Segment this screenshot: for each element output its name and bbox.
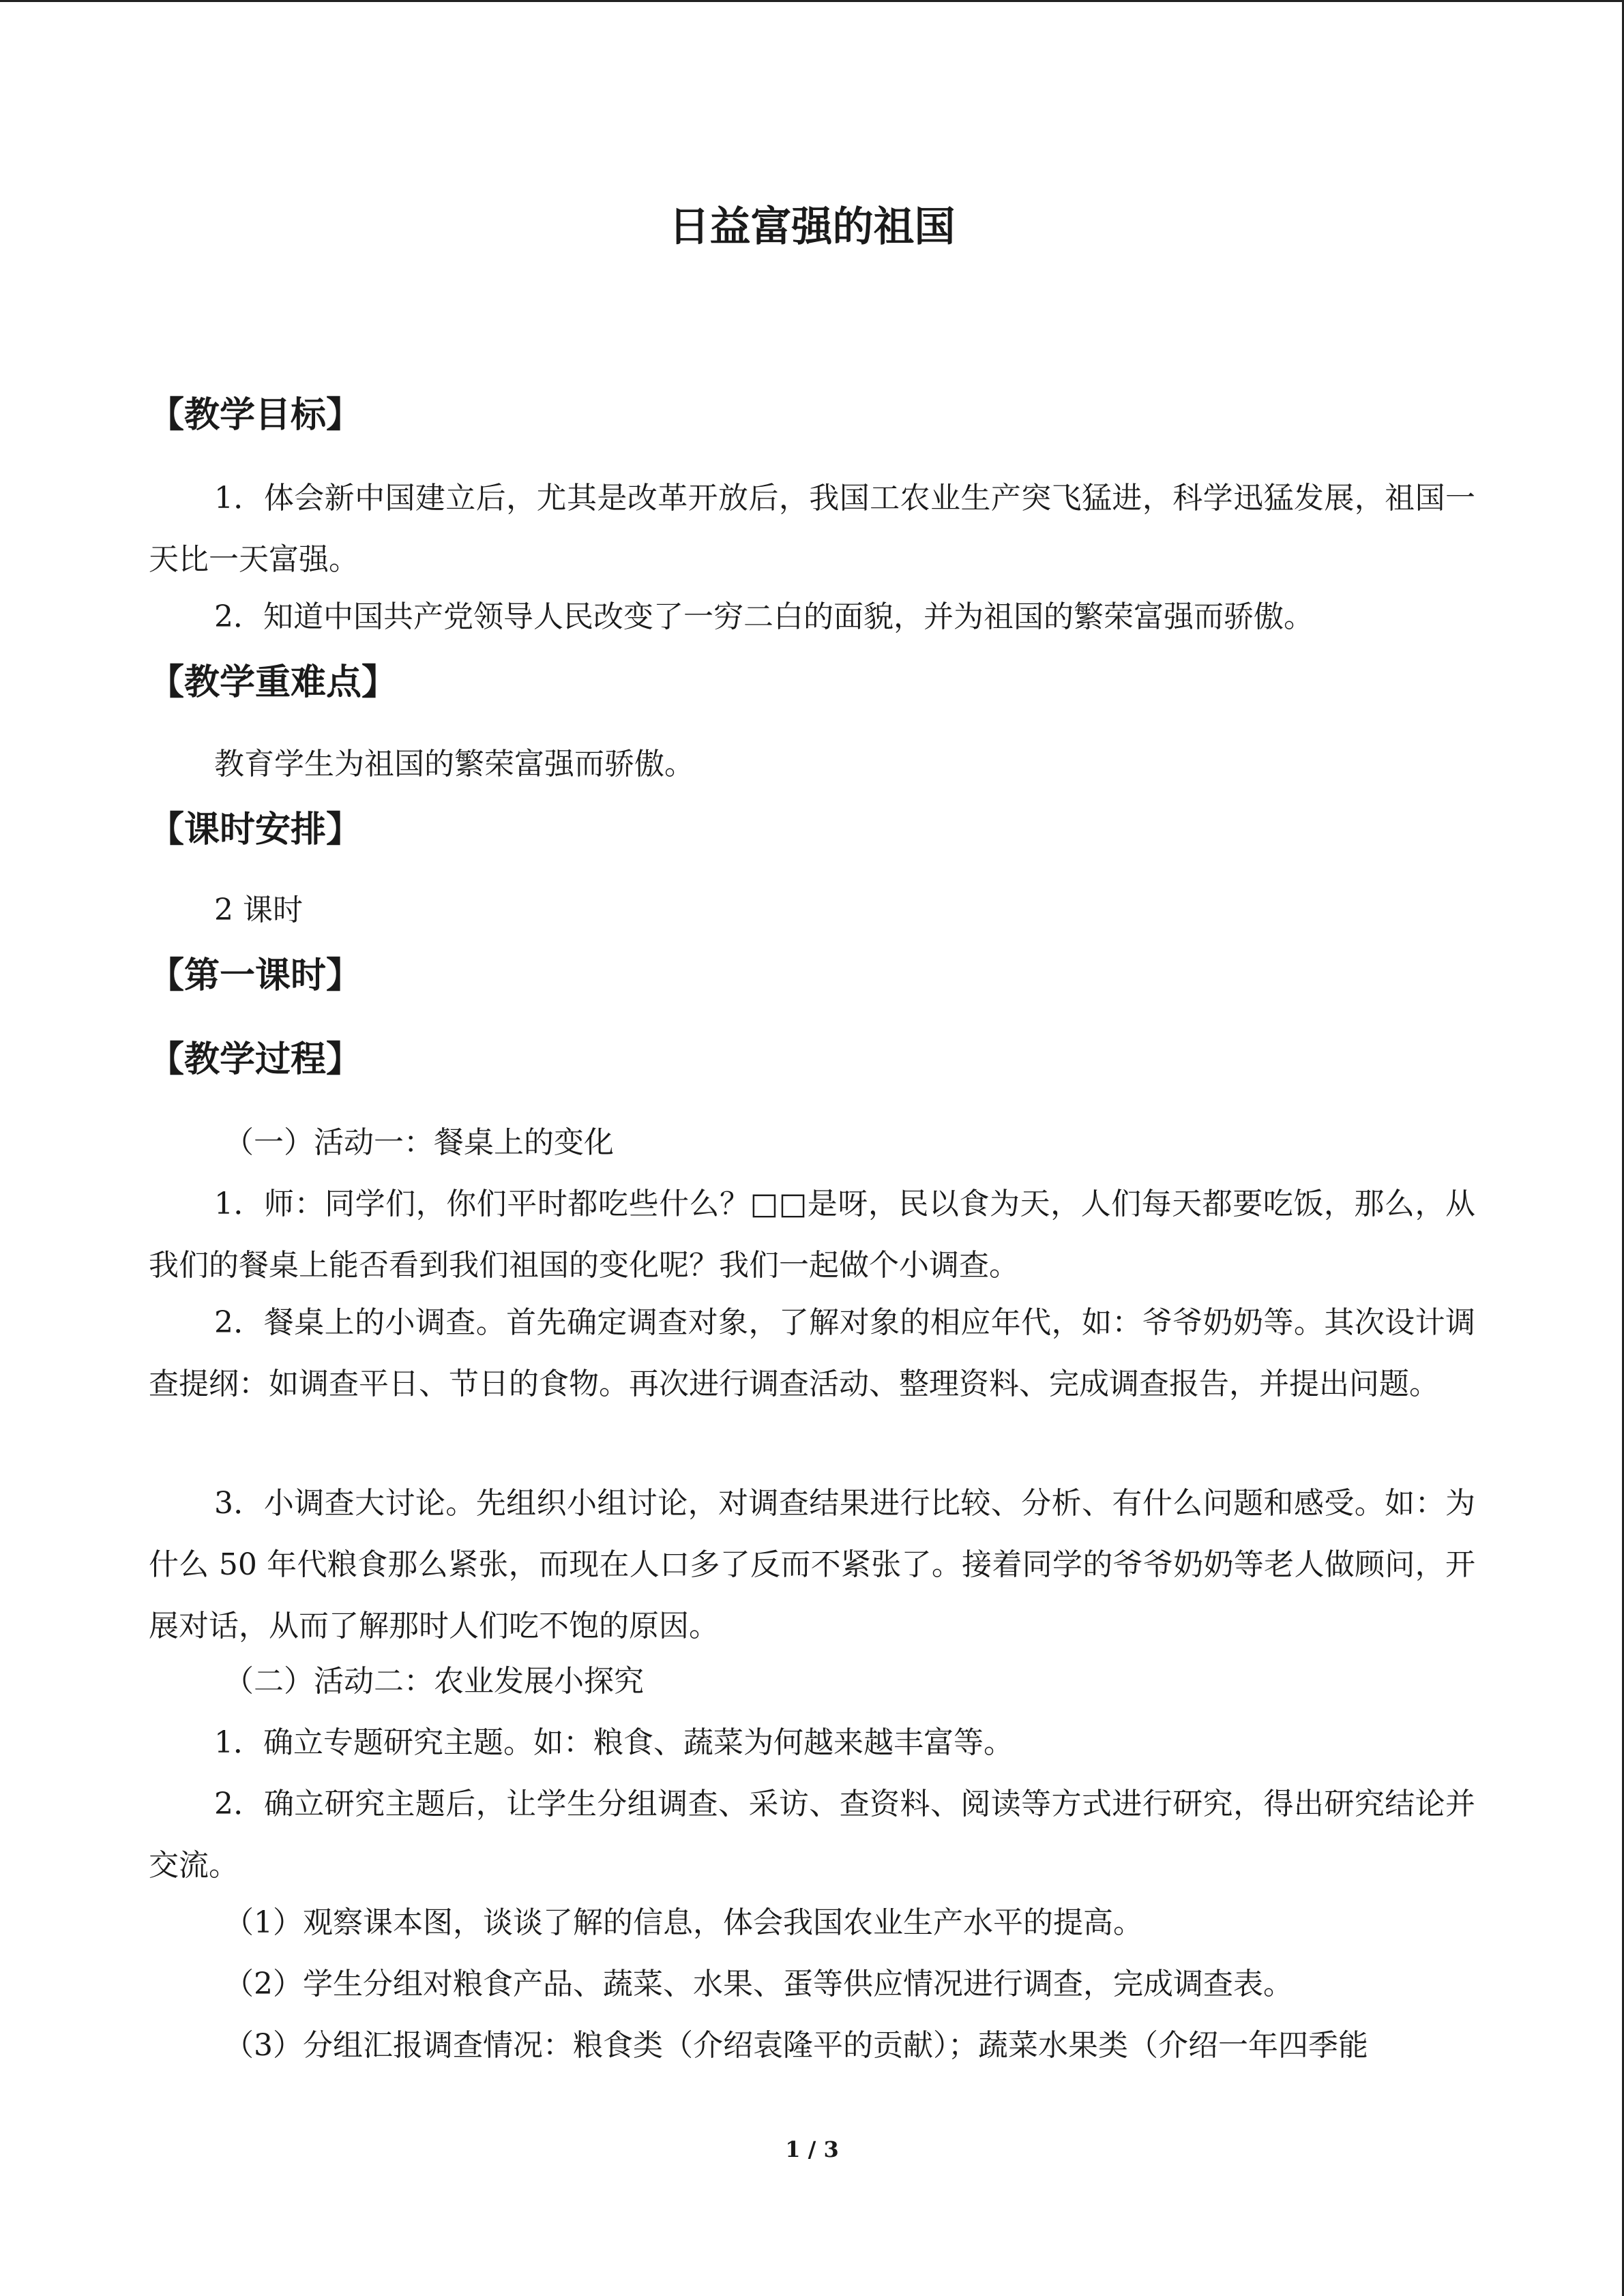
activity1-title: （一）活动一：餐桌上的变化 bbox=[224, 1125, 614, 1160]
heading-teaching-process: 【教学过程】 bbox=[149, 1039, 362, 1080]
activity2-step-1: （1）观察课本图，谈谈了解的信息，体会我国农业生产水平的提高。 bbox=[224, 1905, 1143, 1940]
objective-1: 1．体会新中国建立后，尤其是改革开放后，我国工农业生产突飞猛进，科学迅猛发展，祖国一天比一天富强。 bbox=[149, 481, 1475, 577]
document-title: 日益富强的祖国 bbox=[668, 203, 956, 251]
schedule-text: 2 课时 bbox=[214, 893, 303, 927]
heading-first-lesson: 【第一课时】 bbox=[149, 955, 362, 996]
heading-teaching-objectives: 【教学目标】 bbox=[149, 394, 362, 436]
activity1-paragraph-2: 2．餐桌上的小调查。首先确定调查对象，了解对象的相应年代，如：爷爷奶奶等。其次设计调查提纲：如调查平日、节日的食物。再次进行调查活动、整理资料、完成调查报告，并提出问题。 bbox=[149, 1305, 1475, 1401]
keypoints-text: 教育学生为祖国的繁荣富强而骄傲。 bbox=[214, 747, 694, 781]
activity1-paragraph-3: 3．小调查大讨论。先组织小组讨论，对调查结果进行比较、分析、有什么问题和感受。如：为什么 50 年代粮食那么紧张，而现在人口多了反而不紧张了。接着同学的爷爷奶奶等老人做顾问，开展对话，从而了解那时人们吃不饱的原因。 bbox=[149, 1486, 1475, 1643]
page-number: 1 / 3 bbox=[785, 2136, 839, 2162]
activity2-paragraph-2: 2．确立研究主题后，让学生分组调查、采访、查资料、阅读等方式进行研究，得出研究结论并交流。 bbox=[149, 1787, 1475, 1883]
objective-2: 2．知道中国共产党领导人民改变了一穷二白的面貌，并为祖国的繁荣富强而骄傲。 bbox=[214, 599, 1314, 634]
activity1-paragraph-1: 1．师：同学们，你们平时都吃些什么？□□是呀，民以食为天，人们每天都要吃饭，那么，从我们的餐桌上能否看到我们祖国的变化呢？我们一起做个小调查。 bbox=[149, 1187, 1475, 1283]
activity2-step-3: （3）分组汇报调查情况：粮食类（介绍袁隆平的贡献）；蔬菜水果类（介绍一年四季能 bbox=[224, 2028, 1368, 2063]
activity2-step-2: （2）学生分组对粮食产品、蔬菜、水果、蛋等供应情况进行调查，完成调查表。 bbox=[224, 1967, 1293, 2001]
heading-schedule: 【课时安排】 bbox=[149, 809, 362, 850]
heading-key-difficulties: 【教学重难点】 bbox=[149, 661, 398, 703]
activity2-paragraph-1: 1．确立专题研究主题。如：粮食、蔬菜为何越来越丰富等。 bbox=[214, 1725, 1014, 1760]
activity2-title: （二）活动二：农业发展小探究 bbox=[224, 1664, 644, 1699]
